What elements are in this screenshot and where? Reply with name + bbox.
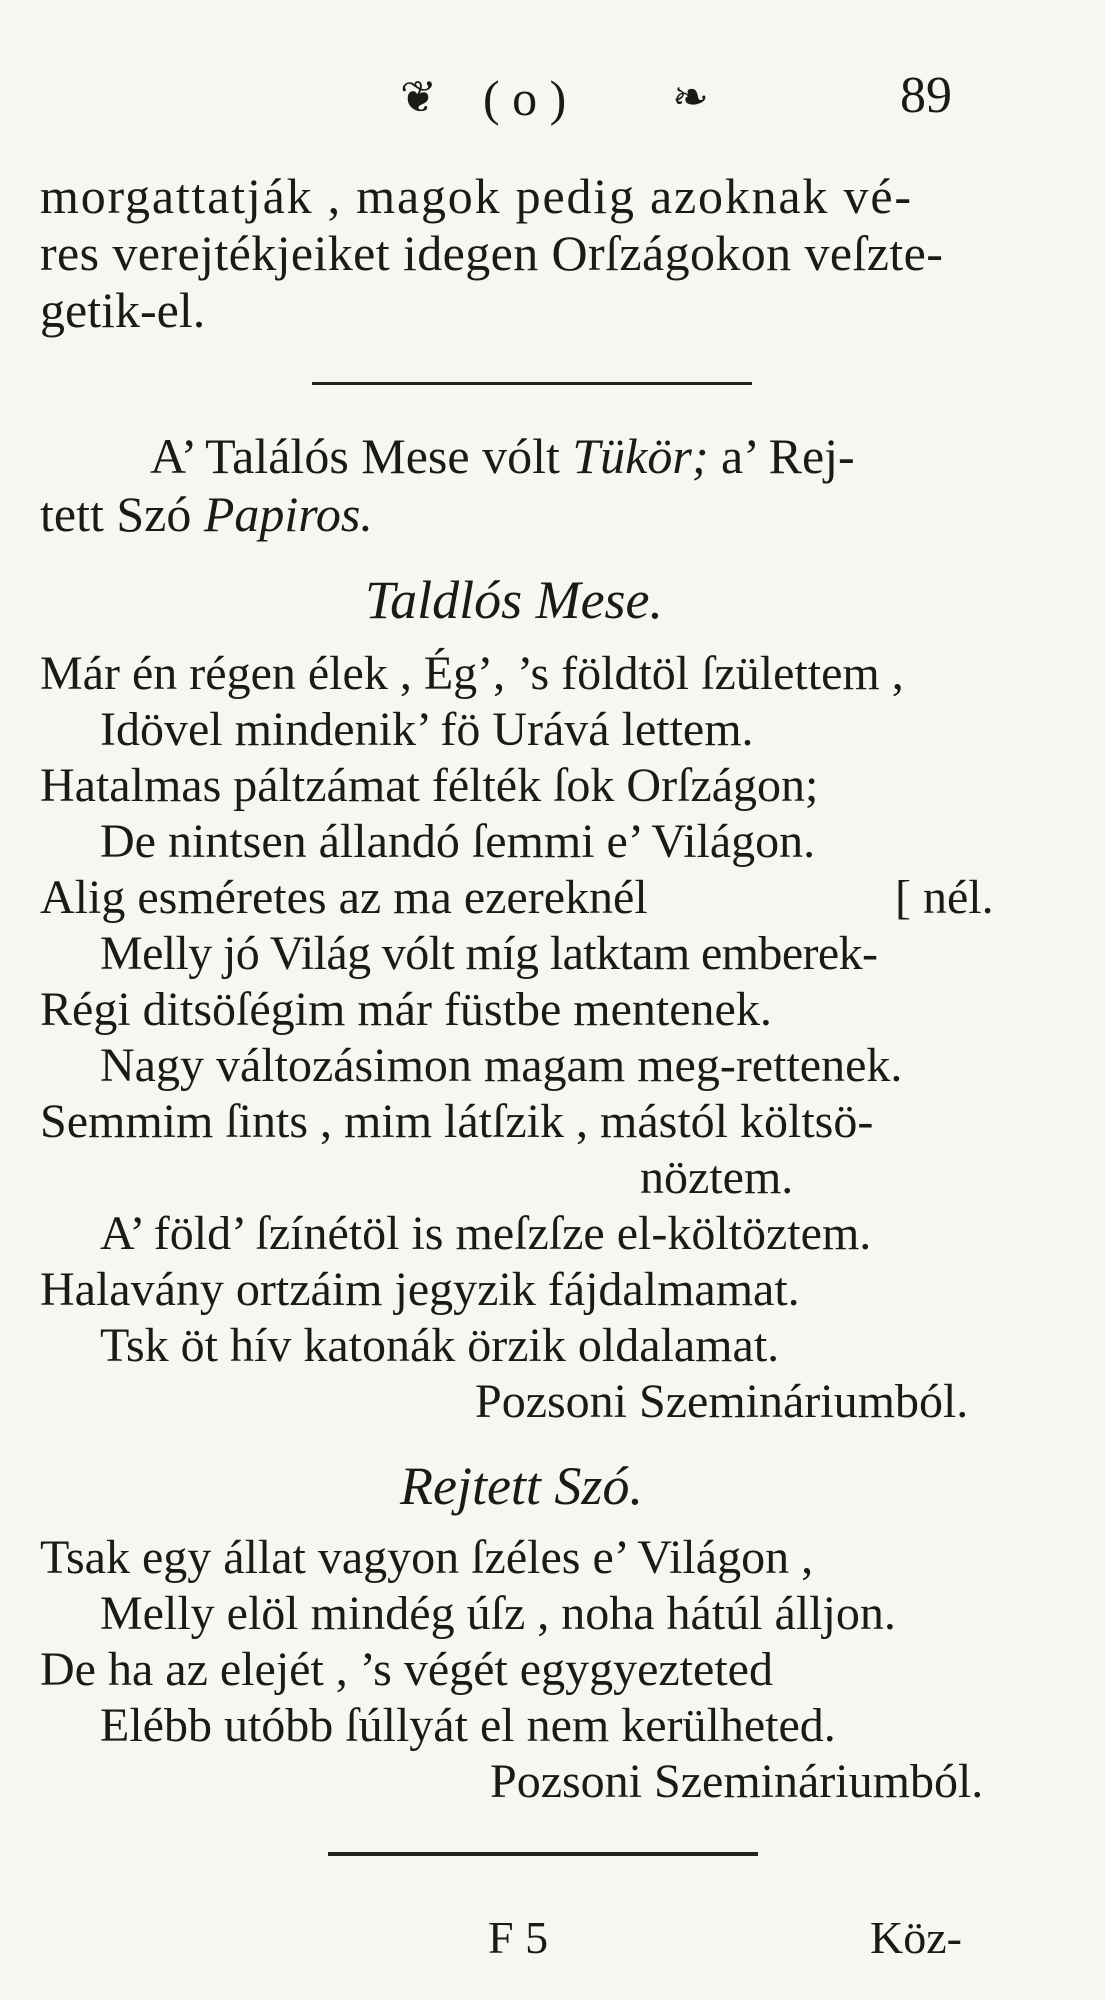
page-number: 89 bbox=[900, 67, 952, 124]
riddle-title: Taldlós Mese. bbox=[365, 570, 664, 630]
catchword: Köz- bbox=[870, 1912, 962, 1963]
riddle-line-8: Nagy változásimon magam meg-rettenek. bbox=[100, 1039, 903, 1092]
section-rule-top bbox=[312, 382, 752, 385]
hidden-word-title: Rejtett Szó. bbox=[400, 1456, 643, 1516]
riddle-line-1: Már én régen élek , Ég’, ’s földtöl ſzülettem , bbox=[40, 647, 904, 700]
riddle-line-2: Idövel mindenik’ fö Urává lettem. bbox=[100, 703, 754, 756]
riddle-line-5: Alig esméretes az ma ezereknél bbox=[40, 871, 648, 924]
paragraph1-line-2: res verejtékjeiket idegen Orſzágokon veſzte- bbox=[40, 225, 944, 281]
hidden-word-line-3: De ha az elejét , ’s végét egygyezteted bbox=[40, 1643, 773, 1696]
riddle-signature: Pozsoni Szemináriumból. bbox=[475, 1375, 969, 1428]
riddle-line-12: Tsk öt hív katonák örzik oldalamat. bbox=[100, 1319, 780, 1372]
riddle-line-10: A’ föld’ ſzínétöl is meſzſze el-költöztem. bbox=[100, 1207, 872, 1260]
paragraph1-line-1: morgattatják , magok pedig azoknak vé- bbox=[40, 168, 913, 224]
answer-line-2 bbox=[40, 486, 373, 542]
hidden-word-signature: Pozsoni Szemináriumból. bbox=[490, 1755, 984, 1808]
paragraph1-line-3: getik-el. bbox=[40, 282, 206, 338]
riddle-line-9-turnover: nöztem. bbox=[640, 1151, 794, 1204]
hidden-word-line-2: Melly elöl mindég úſz , noha hátúl álljon. bbox=[100, 1587, 896, 1640]
riddle-line-5-turnover: [ nél. bbox=[895, 871, 994, 924]
riddle-line-4: De nintsen állandó ſemmi e’ Világon. bbox=[100, 815, 816, 868]
riddle-line-9: Semmim ſints , mim látſzik , mástól költsö- bbox=[40, 1095, 874, 1148]
answer-word-mirror: Tükör; bbox=[572, 428, 709, 484]
riddle-line-3: Hatalmas páltzámat félték ſok Orſzágon; bbox=[40, 759, 819, 812]
hidden-word-line-4: Elébb utóbb ſúllyát el nem kerülheted. bbox=[100, 1699, 836, 1752]
header-left-ornament: ❦ bbox=[400, 73, 437, 122]
header-center: ( o ) bbox=[483, 70, 567, 126]
riddle-line-6: Melly jó Világ vólt míg latktam emberek- bbox=[100, 927, 878, 980]
riddle-line-11: Halavány ortzáim jegyzik fájdalmamat. bbox=[40, 1263, 800, 1316]
answer-word-paper: Papiros. bbox=[203, 486, 373, 542]
hidden-word-line-1: Tsak egy állat vagyon ſzéles e’ Világon , bbox=[40, 1531, 814, 1584]
riddle-line-7: Régi ditsöſégim már füstbe mentenek. bbox=[40, 983, 772, 1036]
answer-mid: a’ Rej- bbox=[720, 428, 855, 484]
header-right-ornament: ❧ bbox=[672, 73, 709, 122]
signature-mark: F 5 bbox=[488, 1912, 549, 1963]
answer-line2-prefix: tett Szó bbox=[40, 486, 192, 542]
section-rule-bottom bbox=[328, 1852, 758, 1856]
answer-prefix: A’ Találós Mese vólt bbox=[150, 428, 560, 484]
answer-line-1 bbox=[150, 428, 855, 484]
